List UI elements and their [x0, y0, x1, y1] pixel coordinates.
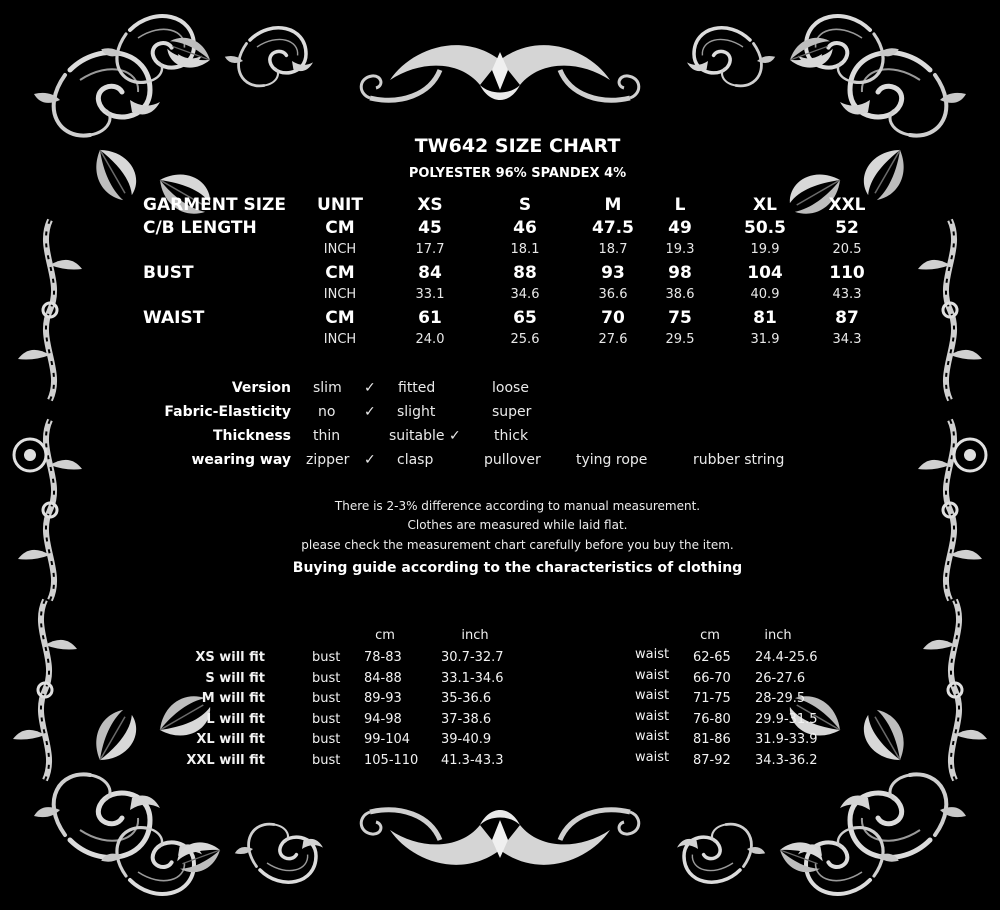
row-label: WAIST: [143, 308, 205, 328]
guide-bust-cm: 99-104: [364, 732, 411, 747]
cell-cm: 98: [668, 263, 692, 283]
guide-bust-cm: 105-110: [364, 752, 419, 768]
cell-cm: 70: [601, 308, 625, 328]
cell-cm: 75: [668, 308, 692, 328]
attribute-label: Version: [231, 380, 291, 396]
cell-cm: 61: [418, 308, 442, 328]
guide-waist-inch-header: inch: [764, 628, 792, 643]
guide-bust-inch: 37-38.6: [441, 711, 492, 727]
attribute-label: wearing way: [191, 452, 291, 468]
cell-cm: 46: [513, 218, 537, 238]
cell-cm: 84: [418, 263, 442, 283]
guide-waist-inch: 28-29.5: [755, 691, 806, 706]
attribute-option: loose: [492, 380, 529, 396]
row-label: BUST: [143, 263, 194, 283]
guide-bust-inch: 41.3-43.3: [441, 752, 504, 768]
attribute-option: clasp: [397, 452, 434, 468]
unit-inch: INCH: [323, 332, 357, 347]
header-size-xl: XL: [753, 195, 777, 215]
cell-cm: 110: [829, 263, 865, 283]
note-difference: There is 2-3% difference according to manual measurement.: [334, 499, 701, 513]
header-unit: UNIT: [317, 195, 363, 215]
attribute-option: slight: [397, 404, 436, 420]
guide-bust-label: bust: [312, 732, 341, 747]
cell-inch: 19.9: [750, 242, 780, 257]
guide-bust-cm: 78-83: [364, 650, 402, 665]
cell-inch: 29.5: [665, 332, 695, 347]
cell-inch: 36.6: [598, 287, 628, 302]
row-label: C/B LENGTH: [143, 218, 257, 238]
unit-cm: CM: [325, 218, 355, 238]
cell-inch: 18.7: [598, 242, 628, 257]
guide-bust-label: bust: [312, 650, 341, 665]
guide-waist-cm: 76-80: [693, 711, 731, 727]
guide-waist-label: waist: [635, 647, 670, 662]
cell-cm: 47.5: [592, 218, 634, 238]
cell-inch: 33.1: [415, 287, 445, 302]
page-title: TW642 SIZE CHART: [414, 135, 621, 157]
attribute-option: slim: [313, 380, 342, 396]
buying-guide-title: Buying guide according to the characteristics of clothing: [292, 560, 743, 576]
guide-waist-cm: 71-75: [693, 691, 731, 706]
guide-waist-label: waist: [635, 708, 670, 724]
guide-bust-label: bust: [312, 670, 341, 686]
guide-bust-label: bust: [312, 752, 341, 768]
guide-waist-label: waist: [635, 749, 670, 765]
cell-cm: 65: [513, 308, 537, 328]
guide-waist-label: waist: [635, 688, 670, 703]
cell-inch: 43.3: [832, 287, 862, 302]
attribute-label: Fabric-Elasticity: [164, 404, 291, 420]
attribute-option: suitable ✓: [389, 428, 461, 444]
cell-inch: 18.1: [510, 242, 540, 257]
cell-inch: 24.0: [415, 332, 445, 347]
attribute-option: no: [318, 404, 336, 420]
guide-waist-inch: 29.9-31.5: [755, 711, 818, 727]
guide-waist-cm-header: cm: [700, 628, 720, 643]
guide-waist-label: waist: [635, 667, 670, 683]
cell-inch: 19.3: [665, 242, 695, 257]
cell-inch: 17.7: [415, 242, 445, 257]
guide-bust-cm: 94-98: [364, 711, 402, 727]
cell-cm: 50.5: [744, 218, 786, 238]
cell-inch: 34.6: [510, 287, 540, 302]
guide-waist-cm: 87-92: [693, 752, 731, 768]
note-check-chart: please check the measurement chart carefully before you buy the item.: [301, 538, 734, 552]
guide-waist-inch: 26-27.6: [755, 670, 806, 686]
attribute-option: super: [492, 404, 532, 420]
attribute-option: pullover: [484, 452, 541, 468]
guide-waist-cm: 62-65: [693, 650, 731, 665]
guide-fit-label: L will fit: [206, 711, 265, 727]
header-size-xxl: XXL: [828, 195, 866, 215]
guide-waist-cm: 66-70: [693, 670, 731, 686]
guide-bust-label: bust: [312, 711, 341, 727]
header-size-xs: XS: [417, 195, 443, 215]
guide-fit-label: XXL will fit: [186, 752, 265, 768]
cell-inch: 38.6: [665, 287, 695, 302]
guide-bust-inch: 35-36.6: [441, 691, 492, 706]
guide-fit-label: XL will fit: [196, 732, 265, 747]
attribute-option: ✓: [364, 452, 376, 468]
attribute-option: rubber string: [693, 452, 785, 468]
guide-fit-label: S will fit: [205, 670, 265, 686]
cell-inch: 40.9: [750, 287, 780, 302]
guide-waist-inch: 31.9-33.9: [755, 732, 818, 747]
cell-cm: 88: [513, 263, 537, 283]
cell-cm: 49: [668, 218, 692, 238]
unit-inch: INCH: [323, 242, 357, 257]
unit-inch: INCH: [323, 287, 357, 302]
guide-bust-cm: 84-88: [364, 670, 402, 686]
guide-bust-label: bust: [312, 691, 341, 706]
cell-cm: 104: [747, 263, 783, 283]
guide-waist-inch: 34.3-36.2: [755, 752, 818, 768]
guide-waist-label: waist: [635, 729, 670, 744]
cell-cm: 52: [835, 218, 859, 238]
unit-cm: CM: [325, 263, 355, 283]
cell-cm: 45: [418, 218, 442, 238]
guide-bust-inch: 30.7-32.7: [441, 650, 504, 665]
attribute-option: ✓: [364, 404, 376, 420]
cell-inch: 31.9: [750, 332, 780, 347]
header-size-m: M: [604, 195, 622, 215]
guide-fit-label: M will fit: [201, 691, 265, 706]
cell-cm: 87: [835, 308, 859, 328]
cell-inch: 20.5: [832, 242, 862, 257]
guide-bust-inch: 33.1-34.6: [441, 670, 504, 686]
guide-waist-cm: 81-86: [693, 732, 731, 747]
guide-bust-inch-header: inch: [461, 628, 489, 643]
guide-bust-cm: 89-93: [364, 691, 402, 706]
attribute-option: thick: [494, 428, 529, 444]
attribute-label: Thickness: [212, 428, 291, 444]
guide-fit-label: XS will fit: [195, 650, 265, 665]
header-garment-size: GARMENT SIZE: [143, 195, 286, 215]
header-size-s: S: [518, 195, 532, 215]
attribute-option: fitted: [398, 380, 436, 396]
cell-inch: 27.6: [598, 332, 628, 347]
cell-cm: 81: [753, 308, 777, 328]
attribute-option: ✓: [364, 380, 376, 396]
unit-cm: CM: [325, 308, 355, 328]
guide-bust-inch: 39-40.9: [441, 732, 492, 747]
attribute-option: tying rope: [576, 452, 648, 468]
cell-cm: 93: [601, 263, 625, 283]
cell-inch: 25.6: [510, 332, 540, 347]
cell-inch: 34.3: [832, 332, 862, 347]
attribute-option: thin: [313, 428, 341, 444]
fabric-composition: POLYESTER 96% SPANDEX 4%: [408, 166, 627, 181]
note-laid-flat: Clothes are measured while laid flat.: [407, 518, 628, 532]
header-size-l: L: [674, 195, 686, 215]
guide-waist-inch: 24.4-25.6: [755, 650, 818, 665]
guide-bust-cm-header: cm: [375, 628, 395, 643]
attribute-option: zipper: [306, 452, 350, 468]
